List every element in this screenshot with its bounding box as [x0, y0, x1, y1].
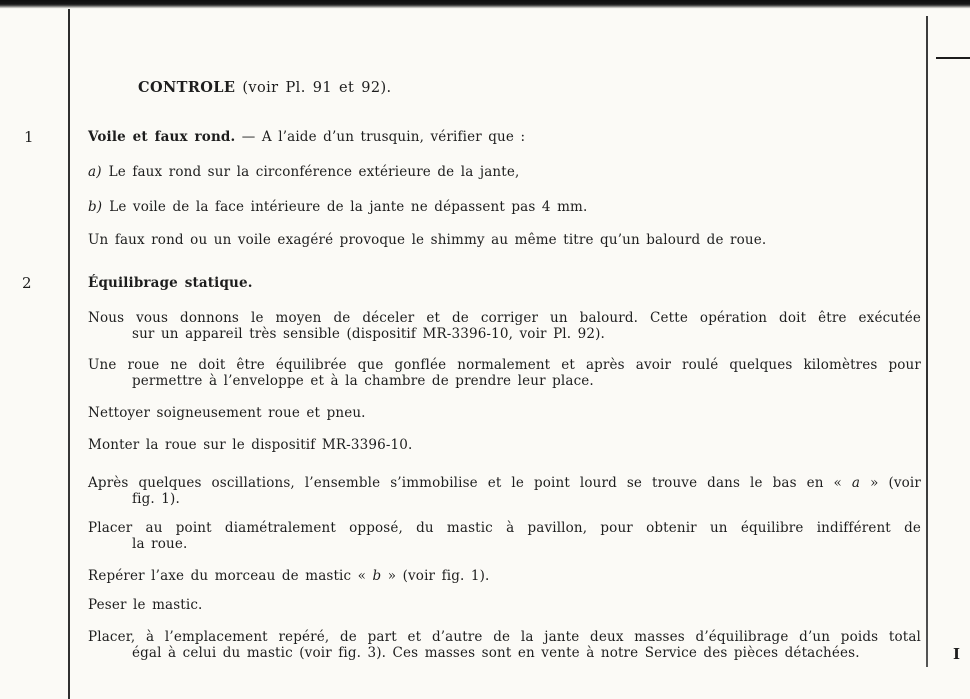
top-right-tick-line [936, 57, 970, 59]
para-nettoyer: Nettoyer soigneusement roue et pneu. [88, 405, 366, 421]
top-scan-band [0, 0, 970, 9]
para-placer-mastic-line2: la roue. [132, 536, 188, 552]
section-2-number: 2 [22, 274, 32, 292]
para-apres-letter-a: a [851, 475, 861, 491]
heading-controle-bold: CONTROLE [138, 79, 236, 96]
para-peser: Peser le mastic. [88, 597, 203, 613]
para-nous-vous-line2: sur un appareil très sensible (dispositif MR-3396-10, voir Pl. 92). [132, 326, 605, 342]
heading-equilibrage: Équilibrage statique. [88, 275, 253, 291]
item-a-text: Le faux rond sur la circonférence extérieure de la jante, [108, 164, 520, 180]
item-b-marker: b) [88, 199, 103, 215]
para-une-roue-line2: permettre à l’enveloppe et à la chambre de prendre leur place. [132, 373, 594, 389]
para-placer-mastic [88, 520, 921, 552]
para-placer-mastic-line1: Placer au point diamétralement opposé, du mastic à pavillon, pour obtenir un équilibre indifférent de [88, 520, 921, 536]
para-placer-masses [88, 629, 921, 661]
para-nous-vous-line1: Nous vous donnons le moyen de déceler et de corriger un balourd. Cette opération doit être exécutée [88, 310, 921, 326]
para-placer-masses-line1: Placer, à l’emplacement repéré, de part et d’autre de la jante deux masses d’équilibrage d’un poids total [88, 629, 921, 645]
section-1-number: 1 [24, 128, 34, 146]
para-reperer-letter-b: b [372, 568, 382, 584]
para-voile-lead [88, 129, 921, 145]
para-apres-line1 [88, 475, 921, 491]
text-column [88, 80, 921, 661]
para-faux-rond-note: Un faux rond ou un voile exagéré provoque le shimmy au même titre qu’un balourd de roue. [88, 232, 767, 248]
para-nous-vous [88, 310, 921, 342]
para-apres-line1-pre: Après quelques oscillations, l’ensemble s’immobilise et le point lourd se trouve dans le bas en « [88, 475, 852, 491]
para-une-roue-line1: Une roue ne doit être équilibrée que gonflée normalement et après avoir roulé quelques kilomètres pour [88, 357, 921, 373]
para-apres-oscillations [88, 475, 921, 507]
para-reperer [88, 568, 921, 584]
para-apres-line2: fig. 1). [132, 491, 180, 507]
para-reperer-post: » (voir fig. 1). [381, 568, 490, 584]
item-b [88, 199, 921, 215]
edge-text-fragment: I [953, 645, 961, 663]
para-apres-line1-post: » (voir [860, 475, 921, 491]
para-voile-lead-bold: Voile et faux rond. [88, 129, 236, 145]
item-a [88, 164, 921, 180]
para-une-roue [88, 357, 921, 389]
item-b-text: Le voile de la face intérieure de la jante ne dépassent pas 4 mm. [109, 199, 588, 215]
heading-controle [138, 80, 921, 96]
para-placer-masses-line2: égal à celui du mastic (voir fig. 3). Ces masses sont en vente à notre Service des pièces détachées. [132, 645, 860, 661]
heading-controle-rest: (voir Pl. 91 et 92). [235, 80, 392, 96]
item-a-marker: a) [88, 164, 102, 180]
para-monter: Monter la roue sur le dispositif MR-3396-10. [88, 437, 413, 453]
right-margin-rule [926, 16, 928, 667]
para-reperer-pre: Repérer l’axe du morceau de mastic « [88, 568, 373, 584]
left-margin-rule [68, 9, 70, 699]
para-voile-lead-rest: — A l’aide d’un trusquin, vérifier que : [235, 129, 526, 145]
